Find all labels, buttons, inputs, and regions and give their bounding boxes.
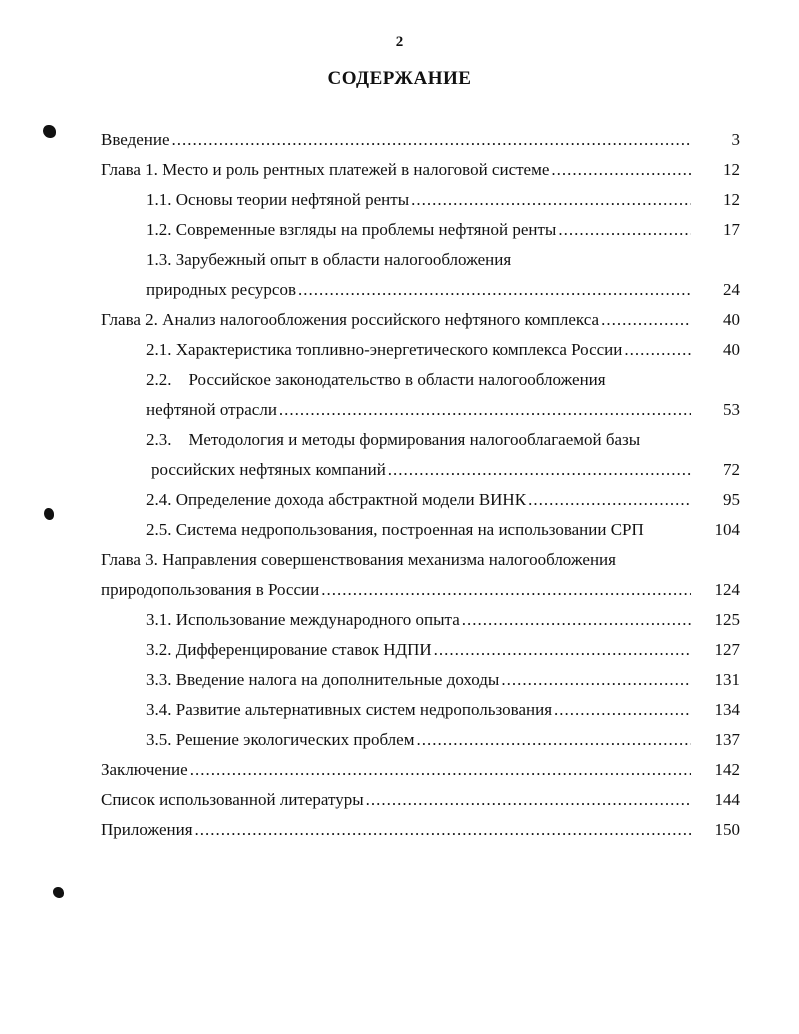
toc-entry-page: 125 xyxy=(714,610,740,629)
toc-entry-page: 104 xyxy=(714,520,740,539)
toc-entry-title: Введение xyxy=(101,130,170,149)
toc-entry[interactable] xyxy=(146,606,695,634)
toc-entry[interactable] xyxy=(101,816,695,844)
dot-leader xyxy=(624,336,691,364)
dot-leader xyxy=(411,186,691,214)
toc-entry-page: 12 xyxy=(723,190,740,209)
toc-entry-title: 2.3. Методология и методы формирования налогооблагаемой базы xyxy=(146,430,641,449)
toc-entry-page: 17 xyxy=(723,220,740,239)
dot-leader xyxy=(528,486,691,514)
toc-entry[interactable] xyxy=(146,426,695,454)
toc-entry-title: Глава 2. Анализ налогообложения российского нефтяного комплекса xyxy=(101,310,600,329)
dot-leader xyxy=(388,456,691,484)
toc-entry[interactable] xyxy=(101,156,695,184)
toc-entry-title: 2.4. Определение дохода абстрактной модели ВИНК xyxy=(146,490,527,509)
toc-entry[interactable] xyxy=(146,366,695,394)
toc-entry-page: 40 xyxy=(723,310,740,329)
dot-leader xyxy=(172,126,691,154)
toc-entry-title: 3.4. Развитие альтернативных систем недропользования xyxy=(146,700,553,719)
dot-leader xyxy=(416,726,691,754)
dot-leader xyxy=(190,756,691,784)
toc-entry-title: российских нефтяных компаний xyxy=(151,460,386,479)
toc-entry[interactable] xyxy=(146,486,695,514)
toc-entry-page: 3 xyxy=(731,130,740,149)
dot-leader xyxy=(551,156,691,184)
toc-entry-title: Заключение xyxy=(101,760,188,779)
toc-entry[interactable] xyxy=(146,516,695,544)
scan-mark-middle xyxy=(44,508,54,520)
toc-entry-continuation[interactable] xyxy=(146,276,695,304)
toc-entry-page: 40 xyxy=(723,340,740,359)
toc-entry-title: 1.3. Зарубежный опыт в области налогообложения xyxy=(146,250,512,269)
dot-leader xyxy=(195,816,691,844)
toc-entry[interactable] xyxy=(146,666,695,694)
toc-entry-title: Глава 3. Направления совершенствования механизма налогообложения xyxy=(101,550,616,569)
toc-entry-page: 131 xyxy=(714,670,740,689)
toc-entry-page: 124 xyxy=(714,580,740,599)
dot-leader xyxy=(434,636,691,664)
dot-leader xyxy=(298,276,691,304)
toc-entry[interactable] xyxy=(146,216,695,244)
toc-entry-title: 1.1. Основы теории нефтяной ренты xyxy=(146,190,410,209)
toc-entry-title: Список использованной литературы xyxy=(101,790,364,809)
toc-entry-title: Глава 1. Место и роль рентных платежей в налоговой системе xyxy=(101,160,550,179)
toc-entry[interactable] xyxy=(101,546,695,574)
toc-entry-title: 1.2. Современные взгляды на проблемы нефтяной ренты xyxy=(146,220,557,239)
page-title: СОДЕРЖАНИЕ xyxy=(327,68,472,89)
toc-entry-title: природных ресурсов xyxy=(146,280,296,299)
dot-leader xyxy=(554,696,691,724)
toc-entry-page: 134 xyxy=(714,700,740,719)
toc-entry[interactable] xyxy=(101,756,695,784)
dot-leader xyxy=(601,306,691,334)
toc-entry[interactable] xyxy=(146,726,695,754)
toc-entry-page: 24 xyxy=(723,280,740,299)
dot-leader xyxy=(462,606,691,634)
toc-entry-title: 3.1. Использование международного опыта xyxy=(146,610,460,629)
dot-leader xyxy=(321,576,691,604)
toc-entry-page: 95 xyxy=(723,490,740,509)
toc-entry[interactable] xyxy=(101,126,695,154)
toc-entry-page: 142 xyxy=(714,760,740,779)
toc-entry-title: 3.3. Введение налога на дополнительные доходы xyxy=(146,670,500,689)
toc-entry-page: 137 xyxy=(714,730,740,749)
toc-entry-page: 53 xyxy=(723,400,740,419)
dot-leader xyxy=(279,396,691,424)
dot-leader xyxy=(366,786,691,814)
toc-entry-title: 3.2. Дифференцирование ставок НДПИ xyxy=(146,640,432,659)
scan-mark-bottom xyxy=(53,887,64,898)
dot-leader xyxy=(558,216,691,244)
toc-entry[interactable] xyxy=(146,696,695,724)
toc-entry-title: нефтяной отрасли xyxy=(146,400,277,419)
toc-entry-title: 2.5. Система недропользования, построенная на использовании СРП xyxy=(146,520,644,539)
toc-entry-title: природопользования в России xyxy=(101,580,320,599)
toc-entry-page: 144 xyxy=(714,790,740,809)
page-number: 2 xyxy=(395,34,404,50)
toc-entry-page: 12 xyxy=(723,160,740,179)
toc-entry-title: 2.1. Характеристика топливно-энергетического комплекса России xyxy=(146,340,623,359)
toc-entry[interactable] xyxy=(146,246,695,274)
toc-entry-title: 3.5. Решение экологических проблем xyxy=(146,730,415,749)
toc-entry-continuation[interactable] xyxy=(101,576,695,604)
toc-entry-page: 127 xyxy=(714,640,740,659)
toc-entry[interactable] xyxy=(146,336,695,364)
toc-entry[interactable] xyxy=(101,306,695,334)
toc-entry-title: 2.2. Российское законодательство в области налогообложения xyxy=(146,370,606,389)
toc-entry-page: 72 xyxy=(723,460,740,479)
toc-entry-continuation[interactable] xyxy=(146,396,695,424)
toc-entry-continuation[interactable] xyxy=(151,456,695,484)
scan-mark-top xyxy=(43,125,56,138)
toc-entry[interactable] xyxy=(146,186,695,214)
toc-entry[interactable] xyxy=(101,786,695,814)
dot-leader xyxy=(501,666,691,694)
toc-entry-title: Приложения xyxy=(101,820,193,839)
toc-entry[interactable] xyxy=(146,636,695,664)
toc-entry-page: 150 xyxy=(714,820,740,839)
